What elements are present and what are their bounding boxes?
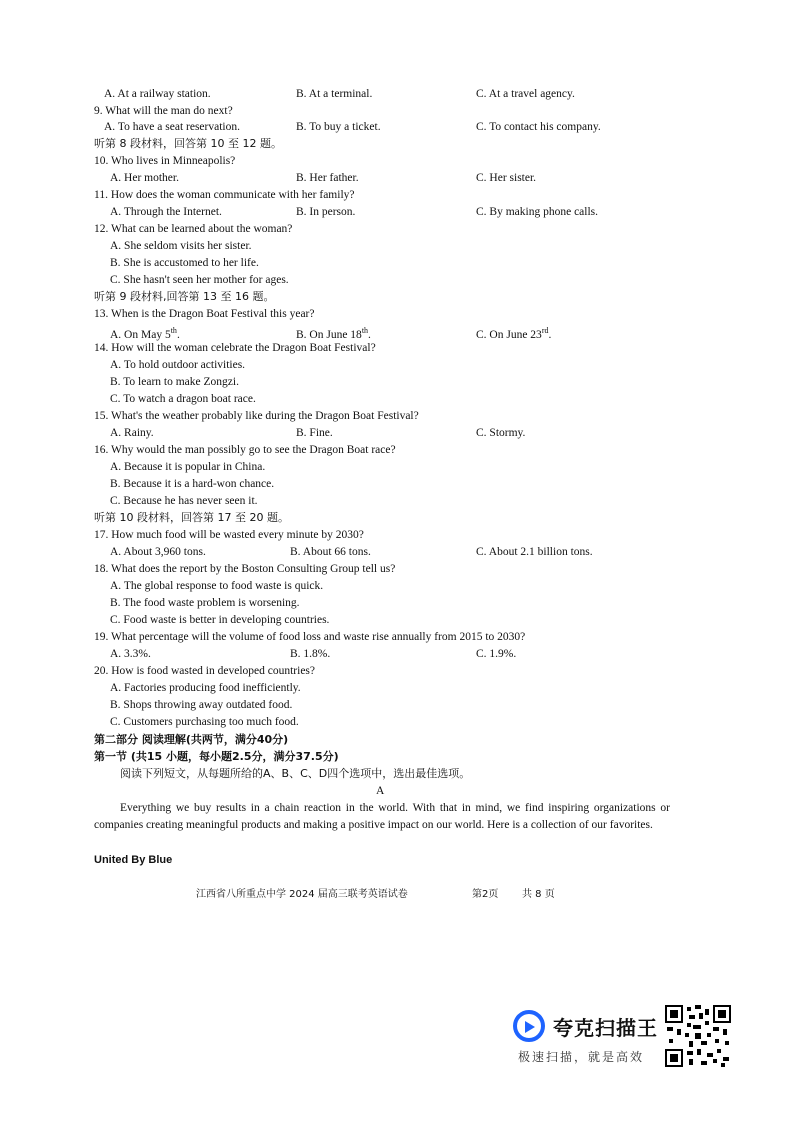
q11-option-a: A. Through the Internet. bbox=[110, 206, 222, 218]
q14-option-b: B. To learn to make Zongzi. bbox=[110, 376, 239, 388]
q16-option-b: B. Because it is a hard-won chance. bbox=[110, 478, 275, 490]
q14-option-a: A. To hold outdoor activities. bbox=[110, 359, 246, 371]
q18-option-a: A. The global response to food waste is quick. bbox=[110, 580, 324, 592]
q13-option-a-text: A. On May 5 bbox=[110, 328, 171, 341]
q17-option-a: A. About 3,960 tons. bbox=[110, 546, 206, 558]
q15-option-c: C. Stormy. bbox=[476, 427, 526, 439]
q19-option-a: A. 3.3%. bbox=[110, 648, 151, 660]
q17-option-b: B. About 66 tons. bbox=[290, 546, 371, 558]
section-8-heading: 听第 8 段材料，回答第 10 至 12 题。 bbox=[94, 137, 282, 150]
scanner-logo-icon bbox=[513, 1010, 545, 1042]
q20-option-a: A. Factories producing food inefficiently. bbox=[110, 682, 301, 694]
q9-question: 9. What will the man do next? bbox=[94, 105, 233, 117]
passage-label: A bbox=[376, 785, 385, 797]
q20-question: 20. How is food wasted in developed countries? bbox=[94, 665, 316, 677]
q9-option-a: A. To have a seat reservation. bbox=[104, 121, 240, 133]
q11-option-c: C. By making phone calls. bbox=[476, 206, 599, 218]
q17-option-c: C. About 2.1 billion tons. bbox=[476, 546, 593, 558]
footer-page-number: 第2页 bbox=[472, 889, 499, 900]
q11-question: 11. How does the woman communicate with her family? bbox=[94, 189, 355, 201]
qr-code-icon bbox=[665, 1005, 731, 1067]
q18-question: 18. What does the report by the Boston Consulting Group tell us? bbox=[94, 563, 396, 575]
q12-option-a: A. She seldom visits her sister. bbox=[110, 240, 252, 252]
q8-option-b: B. At a terminal. bbox=[296, 88, 373, 100]
q13-option-c-text: C. On June 23 bbox=[476, 328, 542, 341]
q13-option-a-sup: th bbox=[170, 326, 177, 335]
q16-option-a: A. Because it is popular in China. bbox=[110, 461, 266, 473]
scanner-watermark bbox=[513, 1010, 658, 1042]
q19-option-c: C. 1.9%. bbox=[476, 648, 517, 660]
q18-option-b: B. The food waste problem is worsening. bbox=[110, 597, 300, 609]
q12-question: 12. What can be learned about the woman? bbox=[94, 223, 293, 235]
q15-question: 15. What's the weather probably like during the Dragon Boat Festival? bbox=[94, 410, 419, 422]
footer-page-total: 共 8 页 bbox=[522, 889, 555, 900]
q10-question: 10. Who lives in Minneapolis? bbox=[94, 155, 236, 167]
q8-option-a: A. At a railway station. bbox=[104, 88, 211, 100]
q16-question: 16. Why would the man possibly go to see the Dragon Boat race? bbox=[94, 444, 396, 456]
q20-option-c: C. Customers purchasing too much food. bbox=[110, 716, 299, 728]
part-2-heading: 第二部分 阅读理解(共两节，满分40分) bbox=[94, 733, 289, 746]
section-1-heading: 第一节 (共15 小题，每小题2.5分，满分37.5分) bbox=[94, 750, 339, 763]
q9-option-c: C. To contact his company. bbox=[476, 121, 601, 133]
q13-option-c-end: . bbox=[548, 328, 552, 341]
scanner-brand-name: 夸克扫描王 bbox=[553, 1015, 658, 1040]
q19-option-b: B. 1.8%. bbox=[290, 648, 331, 660]
q15-option-b: B. Fine. bbox=[296, 427, 333, 439]
section-9-heading: 听第 9 段材料,回答第 13 至 16 题。 bbox=[94, 290, 275, 303]
q12-option-b: B. She is accustomed to her life. bbox=[110, 257, 259, 269]
q13-option-a bbox=[110, 324, 180, 342]
scanner-slogan: 极速扫描，就是高效 bbox=[518, 1050, 645, 1064]
q17-question: 17. How much food will be wasted every minute by 2030? bbox=[94, 529, 364, 541]
q13-option-c bbox=[476, 324, 551, 342]
q10-option-a: A. Her mother. bbox=[110, 172, 179, 184]
q8-option-c: C. At a travel agency. bbox=[476, 88, 575, 100]
q9-option-b: B. To buy a ticket. bbox=[296, 121, 381, 133]
q15-option-a: A. Rainy. bbox=[110, 427, 154, 439]
passage-paragraph: Everything we buy results in a chain reaction in the world. With that in mind, we find inspiring organizations or companies creating meaningful products and making a positive impact on our world. Here is a collection of our favorites. bbox=[94, 802, 670, 831]
section-10-heading: 听第 10 段材料，回答第 17 至 20 题。 bbox=[94, 511, 289, 524]
footer-exam-title: 江西省八所重点中学 2024 届高三联考英语试卷 bbox=[196, 889, 408, 900]
q10-option-b: B. Her father. bbox=[296, 172, 359, 184]
q18-option-c: C. Food waste is better in developing countries. bbox=[110, 614, 330, 626]
q13-option-b-sup: th bbox=[361, 326, 369, 335]
q10-option-c: C. Her sister. bbox=[476, 172, 537, 184]
q13-option-a-end: . bbox=[176, 328, 180, 341]
q14-question: 14. How will the woman celebrate the Dragon Boat Festival? bbox=[94, 342, 376, 354]
reading-instruction: 阅读下列短文，从每题所给的A、B、C、D四个选项中，选出最佳选项。 bbox=[120, 767, 471, 780]
q13-option-b bbox=[296, 324, 371, 342]
passage-subheading: United By Blue bbox=[94, 854, 173, 866]
q19-question: 19. What percentage will the volume of food loss and waste rise annually from 2015 to 2030? bbox=[94, 631, 526, 643]
q14-option-c: C. To watch a dragon boat race. bbox=[110, 393, 256, 405]
q13-option-c-sup: rd bbox=[541, 326, 549, 335]
q12-option-c: C. She hasn't seen her mother for ages. bbox=[110, 274, 289, 286]
q13-question: 13. When is the Dragon Boat Festival this year? bbox=[94, 308, 315, 320]
q13-option-b-text: B. On June 18 bbox=[296, 328, 362, 341]
q11-option-b: B. In person. bbox=[296, 206, 356, 218]
q20-option-b: B. Shops throwing away outdated food. bbox=[110, 699, 293, 711]
q13-option-b-end: . bbox=[368, 328, 371, 341]
q16-option-c: C. Because he has never seen it. bbox=[110, 495, 258, 507]
